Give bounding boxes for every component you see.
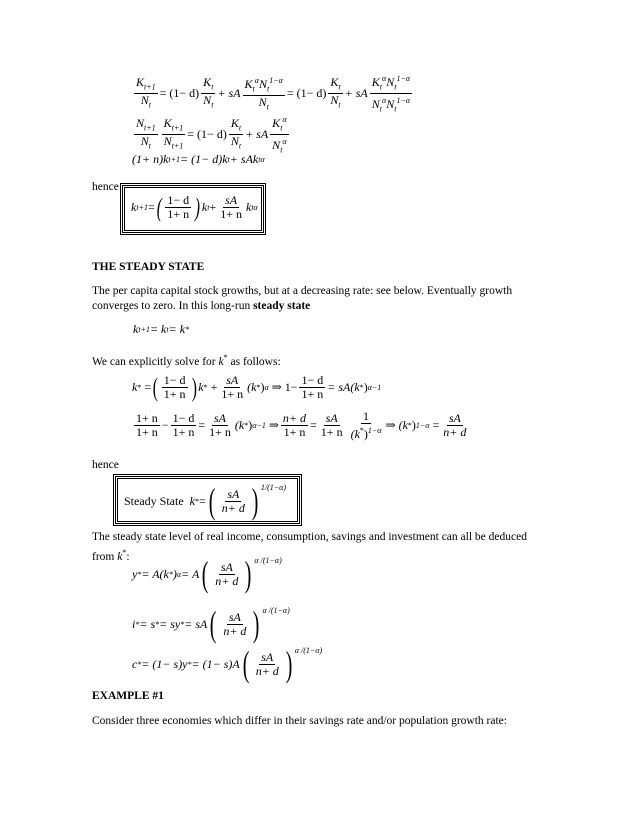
equation-steady-state-consumption: c * = (1− s)y * = (1− s)A ( $\frac{sA}{n+ d}$ ) $^{\alpha /(1-\alpha)}$ xyxy=(132,644,323,684)
equation-solve-step-1: k * = ( $\frac{1- d}{1+ n}$ ) k * + $\frac{sA}{1+ n}$ (k * ) α ⇒ 1− $\frac{1- d}{1+ n}$ = sA (k * ) α−1 xyxy=(132,372,382,402)
equation-steady-state-income: y * = A(k * ) α = A ( $\frac{sA}{n+ d}$ ) $^{\alpha /(1-\alpha)}$ xyxy=(132,554,282,594)
paragraph-steady-state: The per capita capital stock growths, but at a decreasing rate: see below. Eventually growth converges to zero. In this long-run steady state xyxy=(92,285,513,312)
eq1-term: = (1− d) xyxy=(159,86,200,101)
eq2-term: = (1− d) xyxy=(187,127,227,142)
eq2-term: + sA xyxy=(245,127,269,142)
paragraph-steady-state-levels: The steady state level of real income, consumption, savings and investment can all be deduced from k*: xyxy=(92,531,527,563)
equation-growth-ratio: $\frac{N_{t+1}}{N_t}$ $\frac{K_{t+1}}{N_{t+1}}$ = (1− d) $\frac{K_t}{N_t}$ + sA $\frac{K_t^\alpha}{N_t^\alpha}$ xyxy=(136,115,287,155)
eq1-term: + sA xyxy=(344,86,368,101)
section-heading-example: EXAMPLE #1 xyxy=(92,690,164,702)
paragraph-solve: We can explicitly solve for k* as follows: xyxy=(92,353,281,368)
hence-label: hence xyxy=(92,181,119,193)
equation-solve-step-2: $\frac{1+ n}{1+ n}$ − $\frac{1- d}{1+ n}$ = $\frac{sA}{1+ n}$ (k * ) α−1 ⇒ $\frac{n+ d}{1+ n}$ = $\frac{sA}{1+ n}$ $\frac{1}{(k^*)^{1-\alpha}}$ ⇒ (k * ) 1−α = $\frac{sA}{n+ d}$ xyxy=(136,409,467,441)
eq1-term: + sA xyxy=(217,86,241,101)
paragraph-example: Consider three economies which differ in their savings rate and/or population growth rate: xyxy=(92,715,507,727)
hence-label: hence xyxy=(92,459,119,471)
section-heading-steady-state: THE STEADY STATE xyxy=(92,261,205,273)
equation-capital-per-worker: $\frac{K_{t+1}}{N_t}$ = (1− d) $\frac{K_t}{N_t}$ + sA $\frac{K_t^\alpha N_t^{1-\alpha}}{N_t}$ = (1− d) $\frac{K_t}{N_t}$ + sA $\frac{K_t^\alpha N_t^{1-\alpha}}{N_t^\alpha N_t^{1-\alpha}}$ xyxy=(136,74,411,114)
boxed-steady-state: Steady State k * = ( $\frac{sA}{n+ d}$ ) $^{1/(1-\alpha)}$ xyxy=(113,474,302,526)
eq1-term: = (1− d) xyxy=(286,86,327,101)
equation-steady-state-condition: k t+1 = k t = k * xyxy=(133,322,190,336)
boxed-equation-law-of-motion: k t+1 = ( $\frac{1- d}{1+ n}$ ) k t + $\frac{sA}{1+ n}$ k t α xyxy=(120,183,266,235)
equation-law-of-motion: (1+ n)k t+1 = (1− d)k t + sAk t α xyxy=(132,152,265,166)
equation-steady-state-investment: i * = s * = sy * = sA ( $\frac{sA}{n+ d}$ ) $^{\alpha /(1-\alpha)}$ xyxy=(132,604,290,644)
